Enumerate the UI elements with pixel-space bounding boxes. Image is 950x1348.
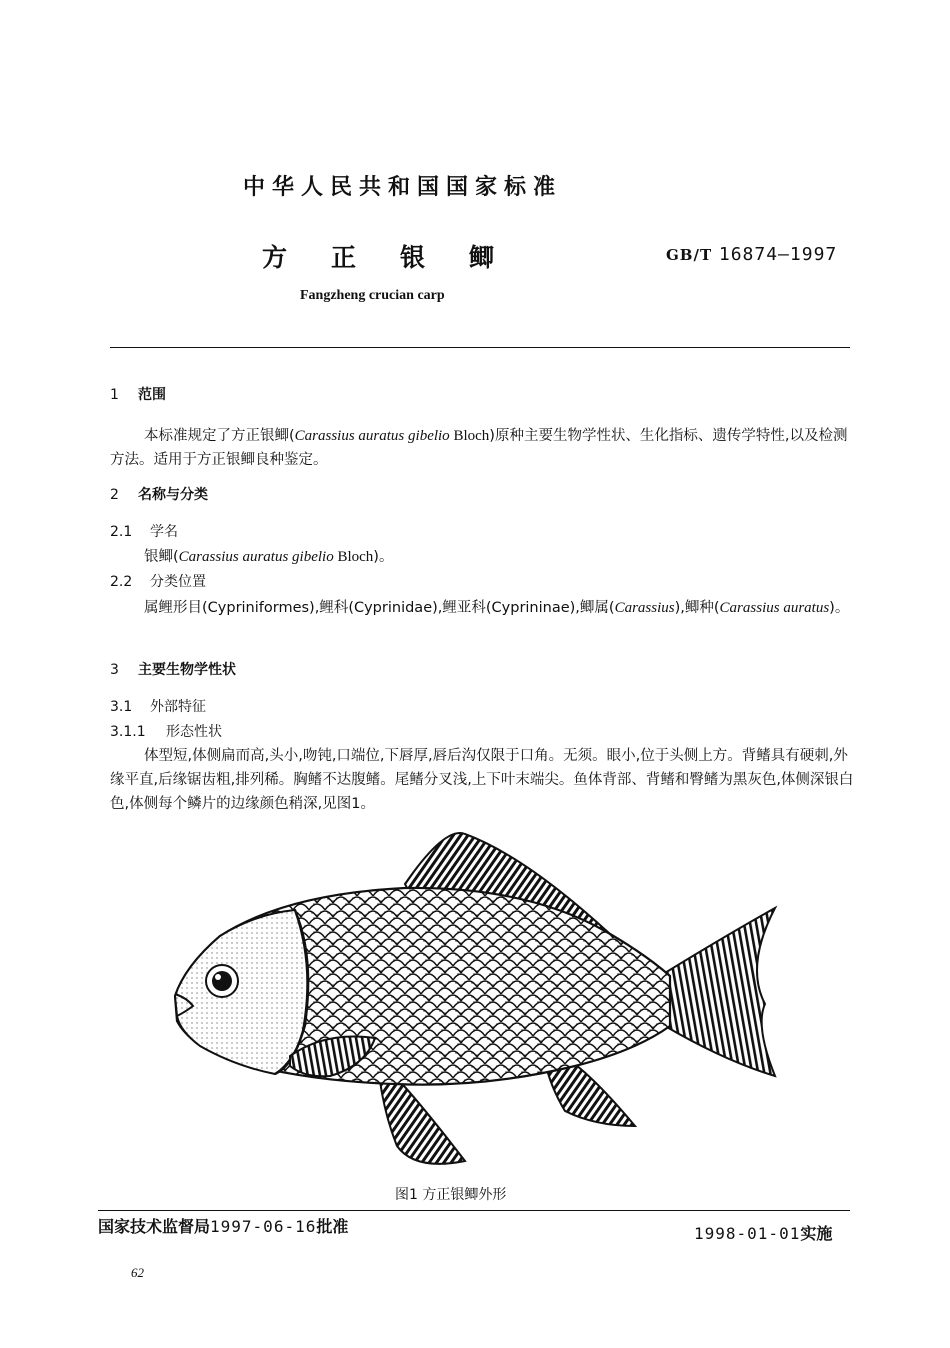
section-1-paragraph: 本标准规定了方正银鲫(Carassius auratus gibelio Bloch)原种主要生物学性状、生化指标、遗传学特性,以及检测方法。适用于方正银鲫良种鉴定。: [110, 428, 848, 468]
section-2-2-text: 属鲤形目(Cypriniformes),鲤科(Cyprinidae),鲤亚科(Cyprininae),鲫属(Carassius),鲫种(Carassius auratus)。: [144, 600, 850, 616]
figure-caption: 图1 方正银鲫外形: [395, 1187, 507, 1203]
effective-info: 1998-01-01实施: [694, 1224, 833, 1243]
standard-code-number: 16874—1997: [718, 244, 838, 265]
section-3-1-1-heading: 3.1.1 形态性状: [110, 724, 222, 740]
section-2-heading: 2 名称与分类: [110, 487, 208, 503]
section-2-1-text: 银鲫(Carassius auratus gibelio Bloch)。: [144, 549, 394, 565]
page-number: 62: [131, 1265, 144, 1280]
section-2-2-heading: 2.2 分类位置: [110, 574, 206, 590]
standard-code-prefix: GB/T: [666, 246, 713, 264]
section-3-heading: 3 主要生物学性状: [110, 662, 236, 678]
section-3-1-1-text: 体型短,体侧扁而高,头小,吻钝,口端位,下唇厚,唇后沟仅限于口角。无须。眼小,位于头侧上方。背鳍具有硬刺,外缘平直,后缘锯齿粗,排列稀。胸鳍不达腹鳍。尾鳍分叉浅,上下叶末端尖。鱼体背部、背鳍和臀鳍为黑灰色,体侧深银白色,体侧每个鳞片的边缘颜色稍深,见图1。: [110, 748, 854, 812]
section-1-heading: 1 范围: [110, 387, 166, 403]
national-standard-heading: 中华人民共和国国家标准: [243, 175, 563, 200]
top-divider: [110, 347, 850, 348]
standard-title-en: Fangzheng crucian carp: [300, 288, 445, 303]
section-2-1-heading: 2.1 学名: [110, 524, 178, 540]
fish-figure: [165, 826, 785, 1176]
bottom-divider: [98, 1210, 850, 1211]
section-3-1-heading: 3.1 外部特征: [110, 699, 206, 715]
standard-code: [666, 244, 837, 265]
issuance-info: 国家技术监督局1997-06-16批准: [98, 1217, 349, 1236]
crucian-carp-illustration: [165, 826, 785, 1176]
standard-title-cn: 方正银鲫: [262, 243, 539, 272]
